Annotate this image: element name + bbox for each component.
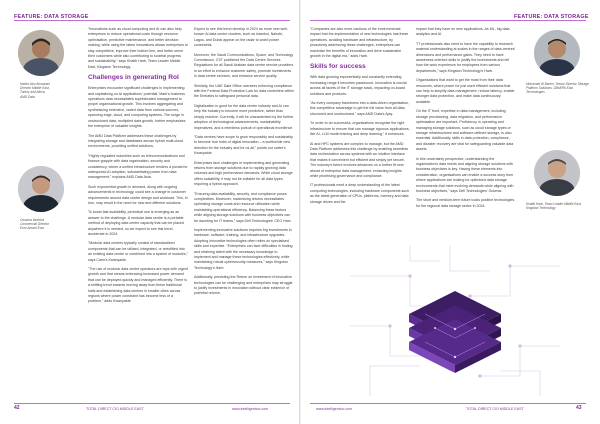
paragraph: The AMD Data Platform addresses these challenges by integrating storage and databases across hybrid multi-cloud environments, providing unified solutions.	[88, 133, 184, 149]
paragraph: "Ensuring data availability, security, and compliance poses complexities. Moreover, maximising returns necessitates optimising storage costs and resource utilisation while maintaining operational efficiency. Balancing these factors while aligning storage solutions with business objectives can be daunting for IT teams," says Dell Technologies' CEO Harv.	[194, 191, 292, 223]
paragraph: With data growing exponentially and constantly extending increasing range it becomes paramount. Innovation is crucial across all facets of the IT storage stack, impacting on-board solutions and products.	[310, 75, 407, 96]
paragraph: Enterprises face challenges in implementing and generating returns from storage solutions due to rapidly growing data volumes and high performance demands. While cloud storage offers scalability, it may not be suitable for all data types, requiring a hybrid approach.	[194, 160, 293, 187]
page-fold	[299, 0, 301, 424]
paragraph: Organisations that want to get the most from their data resources, where power for just used efficient solutions that can help to simplify data management, reduce latency, enable stronger data protection, and make data continuously available.	[416, 78, 515, 104]
caption-right-bottom: Khatib Harb, Team Leader Middle East, Kingston Technology	[526, 202, 582, 211]
right-header-rule	[310, 20, 586, 21]
portrait-right-top	[534, 30, 580, 76]
portrait-left-top	[18, 30, 64, 76]
paragraph: "IT professionals also need to have the capability to research material understanding at scales in the ranges of data-centres' dimensions and performance gains. They need to have awareness oriented skills to justify the investments and tell how the work experience for employees from various departments," says Kingston Technology's Harb.	[416, 41, 516, 73]
paragraph: Such exponential growth in demand, along with ongoing advancements in technology, could see a change in customer requirements around data centre design and workload. This, in turn, may result in the need for new and different solutions.	[88, 184, 188, 205]
paragraph: Moreover, the Saudi Communications, Space, and Technology Commission, CST published the Data Centre Services Regulations for all Saudi Arabian data centre service providers in an effort to enhance customer safety, promote investments in data centre services, and enhance service quality.	[194, 52, 294, 79]
paragraph: In this uncertainty perspective, understanding the organisation's data needs and aligning storage solutions with business objectives is key. Having these elements into consideration, organisations can enable a success story from where applications are looking for optimised data storage environments that meet evolving demands while aligning with business objectives," says Dell Technologies' Goumar.	[416, 156, 514, 193]
paragraph: "The use of modular data centre operators are tops with urgent growth and that means embracing increased power demand that can be deployed quickly and managed efficiently. There is a shifting trend towards moving away from these traditional halls and establishing data centres in smaller cities across regions where power constraint has become less of a problem," adds Kwanyaide.	[88, 267, 188, 304]
right-footer-url[interactable]: www.intelligentcio.com	[316, 407, 353, 411]
left-footer-url[interactable]: www.intelligentcio.com	[232, 407, 269, 411]
paragraph: impact that they have on new applications. As ML, big data analytics and AI.	[416, 27, 510, 37]
paragraph: "Highly regulated industries such as telecommunications and finance grapple with data organisation, security and consistency, where a unified infrastructure renders a pivotal for widespread AI adoption, substantiating power from data management," explains AMD Data Asia.	[88, 153, 188, 180]
paragraph: Similarly, the UAE Data Office oversees enforcing compliance with the Federal Data Protection Law for data controllers within the Emirates to safeguard personal data.	[194, 83, 294, 99]
caption-left-bottom: Ossama Ibrahimi Commercial Director Euro Amant Euro	[20, 218, 50, 231]
portrait-left-bottom	[18, 166, 64, 212]
paragraph: The short and medium-term future looks positive technologies for the regional data storage sector in 2024.	[416, 198, 515, 208]
paragraph: "In order to do successful, organisations recognise the right infrastructure to ensure that can manage rigorous applications, like AI, LLM model training and deep learning," it enhances.	[310, 121, 410, 137]
section-heading: Skills for success	[310, 63, 366, 71]
caption-left-top: Hakim Abu Ahmaram Director Middle East, Turkey and Africa, AMD Data	[20, 82, 51, 99]
caption-right-top: Mohamed Al Barimi, Senior Director Storage Platform Solutions, GBM/PA East Technologies	[526, 82, 589, 95]
left-section-tab: FEATURE: DATA STORAGE	[14, 14, 89, 20]
paragraph: "Companies are also more cautious of the environmental impact that the implementation of new technologies has these operations, avoiding hardware and infrastructure, by proactively addressing these challenges, enterprises can maximise the benefits of innovation and drive sustainable growth in the digital era," adds Harb.	[310, 27, 409, 59]
left-footer-rule	[14, 403, 290, 404]
paragraph: Implementing innovative solutions requires big investments in hardware, software, training, and infrastructure upgrades. Adopting innovative technologies often relies on specialised skills and expertise. "Enterprises can face difficulties in finding and retaining talent with the necessary knowledge to implement and manage these technologies effectively, while maintaining robust cybersecurity measures," says Kingston Technology's Harb.	[194, 228, 293, 270]
section-heading: Challenges in generating RoI	[88, 74, 179, 82]
portrait-right-bottom	[534, 150, 580, 196]
right-section-tab: FEATURE: DATA STORAGE	[514, 14, 589, 20]
circuit-stack-illustration	[350, 246, 560, 396]
paragraph: On the IT front, expertise in data management, including storage provisioning, data migration, and performance optimisation are important. Proficiency in operating and managing storage solutions, such as cloud storage types or storage infrastructures and software-defined storage, is also essential. Additionally, skills in data protection, compliance, and disaster recovery are vital for safeguarding valuable data assets.	[416, 109, 514, 152]
paragraph: "As every company transforms into a data-driven organisation, this competitive advantage to get the full value from all data, structured and unstructured," says AMD Data's Ajay.	[310, 101, 410, 116]
paragraph: To boost fast availability, periodical use is emerging as an answer to the challenge. A modular data centre is a portable method of deploying data centre capacity that can be placed anywhere it is needed, so we expect to see this trend accelerate in 2024.	[88, 210, 184, 236]
right-page-number: 43	[576, 405, 582, 411]
right-page-column-1	[310, 27, 410, 209]
right-footer-rule	[310, 403, 586, 404]
paragraph: Additionally, persisting the Return on investment of innovative technologies can be challenging and enterprises may struggle to justify investments in innovation without clear evidence of potential returns.	[194, 275, 293, 296]
left-issue-label: TOTAL DIRECT CIO MIDDLE EAST	[86, 407, 144, 411]
left-page-number: 42	[14, 405, 20, 411]
paragraph: IT professionals need a deep understanding of the latest computing technologies, including hardware components such as the latest generation of CPUs, platforms, memory and data storage drives and the	[310, 183, 410, 204]
paragraph: Expect to see this trend develop in 2024 as more new well-known Ai data centre clusters, such as Istanbul, Nairobi, Lagos, and Dubai appear on the radar to world power constraints.	[194, 27, 288, 48]
paragraph: Enterprises encounter significant challenges in implementing and capitalising on AI applications' potential. Mark's business operations data necessitates sophisticated management to propel organisational growth. This involves aggregating and synthesising extensive, varied data from various sources, spanning edge, cloud, and computing systems. The surge in unstructured data, multiplied data growth, further emphasises the enterprise of valuable insights.	[88, 86, 186, 129]
paragraph: "Modular data centres typically consist of standardised components that can be utilised, integrated, or retrofitted into an existing data centre or combined into a system of modules," says Carin's Kwanyaide.	[88, 241, 188, 262]
right-issue-label: TOTAL DIRECT CIO MIDDLE EAST	[466, 407, 524, 411]
right-page-column-2	[416, 27, 516, 213]
left-page-column-2	[194, 27, 294, 301]
paragraph: AI and HPC systems are complex to manage, but the AMD Data Platform addresses this challenge by enabling seamless data orchestration across systems with an intuitive interface that makes it convenient but efficient and simply yet secure. The industry's future involves advances on a further fit new ahead of enterprise data management, extracting insights while prioritising governance and compliance.	[310, 141, 409, 178]
left-page-column-1	[88, 27, 188, 309]
paragraph: Digitalisation is good for the data centre industry and AI can help the industry to become more predictive, rather than simply reactive. Currently, it will be characterised by the further adoption of technological advancements, sustainability imperatives, and a relentless pursuit of operational excellence.	[194, 103, 294, 130]
left-header-rule	[14, 20, 290, 21]
paragraph: "Innovations such as cloud computing and AI can also help enterprises to reduce operational costs through resource optimisation, predictive maintenance, and better decision making, while using the latest innovations allows enterprises to stay competitive, improve their bottom line, and better serve their customers while also contributing to societal progress and sustainability," says Khatib Harb, Team Leader Middle East, Kingston Technology.	[88, 27, 188, 69]
paragraph: "Data centres have scope to grow responsibly and sustainably to become true hubs of digital innovation – a worthwhile new direction for the industry and for us all," points our carter's Kwanyaide.	[194, 134, 293, 156]
